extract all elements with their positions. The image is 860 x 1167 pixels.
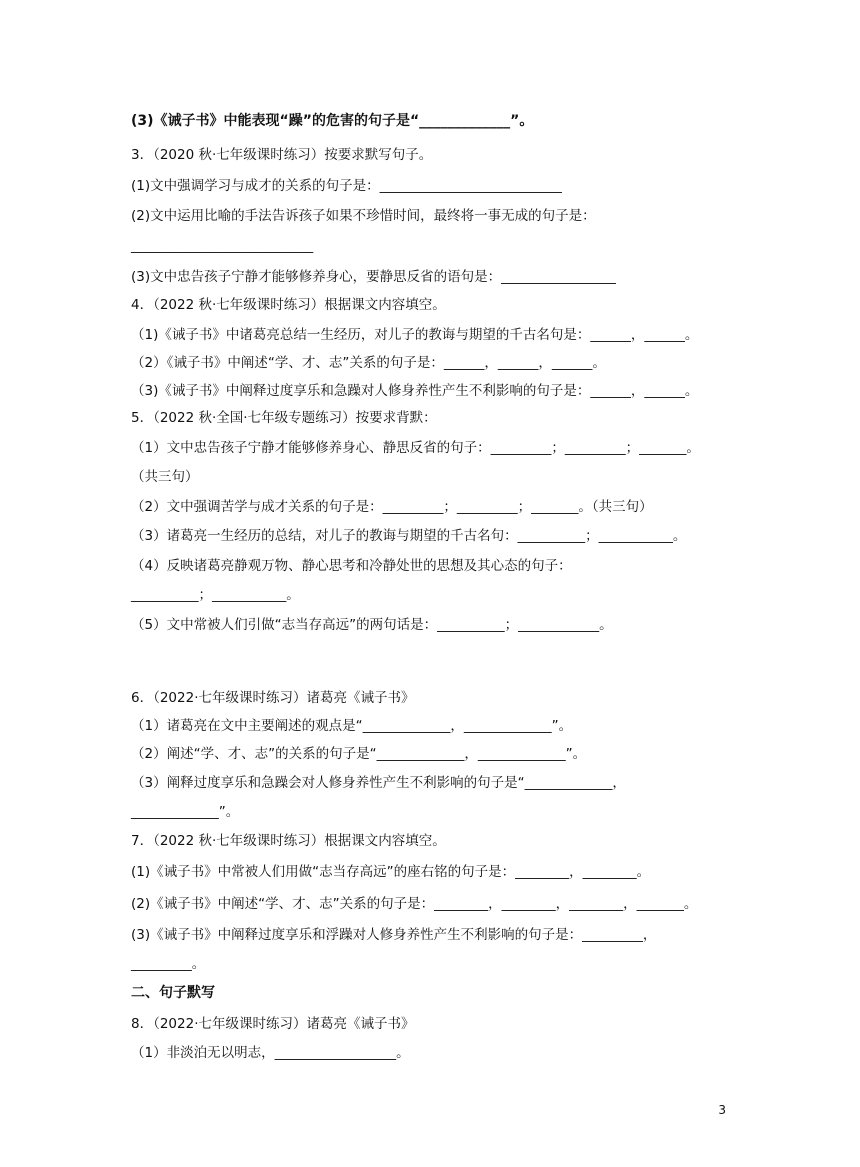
question-5-3: （3）诸葛亮一生经历的总结，对儿子的教诲与期望的千古名句：__________；___________。 [131,528,687,544]
question-3-title: 3．（2020 秋·七年级课时练习）按要求默写句子。 [131,147,433,163]
question-4-2: （2）《诫子书》中阐述“学、才、志”关系的句子是：______，______，______。 [131,355,606,371]
question-3-3: (3)文中忠告孩子宁静才能够修养身心，要静思反省的语句是：_________________ [131,269,616,285]
question-6-3-blank: _____________”。 [131,804,240,820]
question-5-1: （1）文中忠告孩子宁静才能够修养身心、静思反省的句子：_________；_________；_______。 [131,440,700,456]
question-5-4: （4）反映诸葛亮静观万物、静心思考和冷静处世的思想及其心态的句子： [131,558,572,574]
question-2-3: (3)《诫子书》中能表现“躁”的危害的句子是“_____________”。 [131,113,534,129]
question-8-1: （1）非淡泊无以明志，__________________。 [131,1045,410,1061]
question-7-3: (3)《诫子书》中阐释过度享乐和浮躁对人修身养性产生不利影响的句子是：_________， [131,927,657,943]
page-number: 3 [718,1103,726,1117]
question-7-3-blank: _________。 [131,956,206,972]
question-4-1: （1)《诫子书》中诸葛亮总结一生经历，对儿子的教诲与期望的千古名句是：______，______。 [131,327,699,343]
question-5-1-note: （共三句） [131,469,199,485]
question-3-2: (2)文中运用比喻的手法告诉孩子如果不珍惜时间，最终将一事无成的句子是： [131,208,596,224]
question-7-2: (2)《诫子书》中阐述“学、才、志”关系的句子是：________，________，________，_______。 [131,896,698,912]
section-heading: 二、句子默写 [131,985,215,1001]
question-7-title: 7．（2022 秋·七年级课时练习）根据课文内容填空。 [131,833,446,849]
question-3-1: (1)文中强调学习与成才的关系的句子是：___________________________ [131,178,562,194]
question-5-2: （2）文中强调苦学与成才关系的句子是：_________；_________；_______。（共三句） [131,499,653,515]
question-6-1: （1）诸葛亮在文中主要阐述的观点是“_____________，_____________”。 [131,718,573,734]
question-8-title: 8．（2022·七年级课时练习）诸葛亮《诫子书》 [131,1016,415,1032]
question-4-title: 4．（2022 秋·七年级课时练习）根据课文内容填空。 [131,297,446,313]
question-5-title: 5．（2022 秋·全国·七年级专题练习）按要求背默： [131,410,437,426]
question-4-3: （3)《诫子书》中阐释过度享乐和急躁对人修身养性产生不利影响的句子是：______，______。 [131,383,699,399]
question-6-3: （3）阐释过度享乐和急躁会对人修身养性产生不利影响的句子是“_____________， [131,775,626,791]
question-5-5: （5）文中常被人们引做“志当存高远”的两句话是：__________；____________。 [131,617,613,633]
question-3-2-blank: ___________________________ [131,238,314,254]
question-6-2: （2）阐述“学、才、志”的关系的句子是“_____________，_____________”。 [131,746,587,762]
question-7-1: (1)《诫子书》中常被人们用做“志当存高远”的座右铭的句子是：________，________。 [131,864,651,880]
question-6-title: 6．（2022·七年级课时练习）诸葛亮《诫子书》 [131,690,415,706]
question-5-4-blank: __________；___________。 [131,587,300,603]
